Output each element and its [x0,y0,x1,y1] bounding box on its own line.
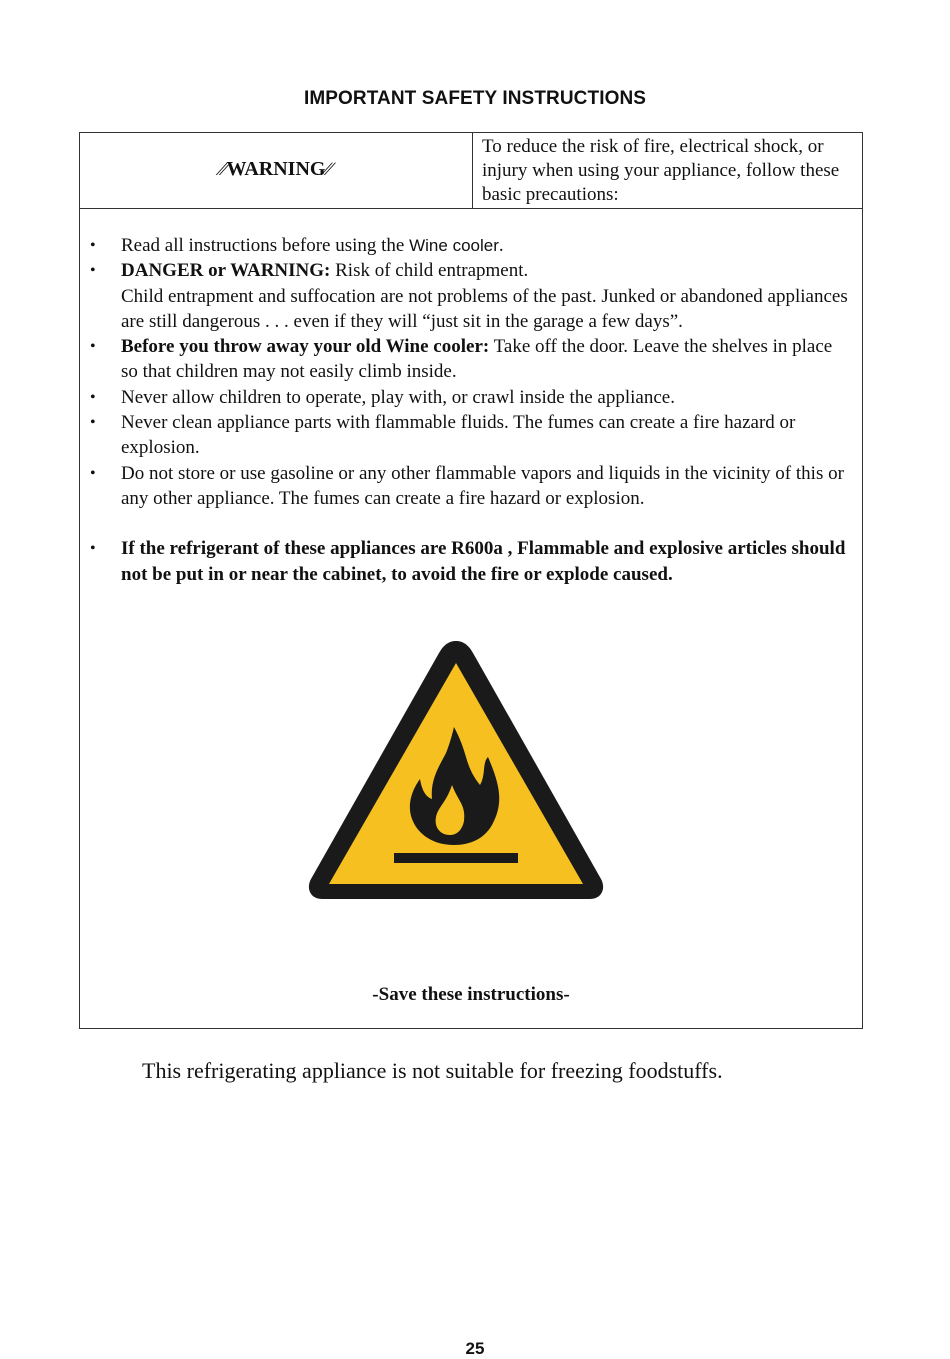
bullet-icon: • [90,338,96,356]
flame-base [394,853,518,863]
bullet-text: Risk of child entrapment. [330,260,529,282]
bullet-icon: • [90,464,96,482]
list-item [80,410,862,461]
warning-text: WARNING [226,158,326,180]
bullet-icon: • [90,388,96,406]
bullet-bold: Before you throw away your old Wine cooler: [121,336,490,358]
list-item [80,258,862,334]
bullet-bold: DANGER or WARNING: [121,260,331,282]
bullet-product: Wine cooler [409,236,499,255]
bullet-icon: • [90,540,96,558]
bullet-icon: • [90,237,96,254]
bullet-icon: • [90,262,96,280]
safety-box [79,132,863,1029]
page-number: 25 [465,1339,485,1358]
bullet-icon: • [90,414,96,432]
bolt-right-icon: ⁄⁄ [323,159,334,180]
warning-label-cell [80,133,473,208]
list-item [80,233,862,258]
bullet-text: Never clean appliance parts with flammable fluids. The fumes can create a fire hazard or explosion. [121,412,796,459]
bullet-text: Do not store or use gasoline or any other flammable vapors and liquids in the vicinity of this or any other appliance. The fumes can create a fire hazard or explosion. [121,462,844,509]
bullet-bold: If the refrigerant of these appliances are R600a , Flammable and explosive articles should not be put in or near the cabinet, to avoid the fire or explode caused. [121,538,846,585]
bullet-text-2: Child entrapment and suffocation are not problems of the past. Junked or abandoned appliances are still dangerous . . . even if they will “just sit in the garage a few days”. [121,285,848,332]
bullet-text: Read all instructions before using the [121,235,410,256]
warning-header [80,133,862,209]
bolt-left-icon: ⁄⁄ [218,159,229,180]
list-item [80,536,862,587]
list-item [80,461,862,512]
list-item [80,334,862,385]
save-instructions: -Save these instructions- [372,984,570,1005]
list-item [80,385,862,410]
page-title: IMPORTANT SAFETY INSTRUCTIONS [303,88,647,109]
bullet-text: Take off the door. Leave the shelves in place so that children may not easily climb inside. [121,336,833,383]
warning-label [80,158,472,181]
bullet-text-end: . [498,235,504,256]
freezing-note: This refrigerating appliance is not suitable for freezing foodstuffs. [142,1058,723,1083]
bullet-text: Never allow children to operate, play with, or crawl inside the appliance. [121,386,675,408]
safety-list [80,233,862,587]
warning-intro: To reduce the risk of fire, electrical shock, or injury when using your appliance, follow these basic precautions: [482,136,840,205]
flammable-warning-icon [304,635,608,905]
